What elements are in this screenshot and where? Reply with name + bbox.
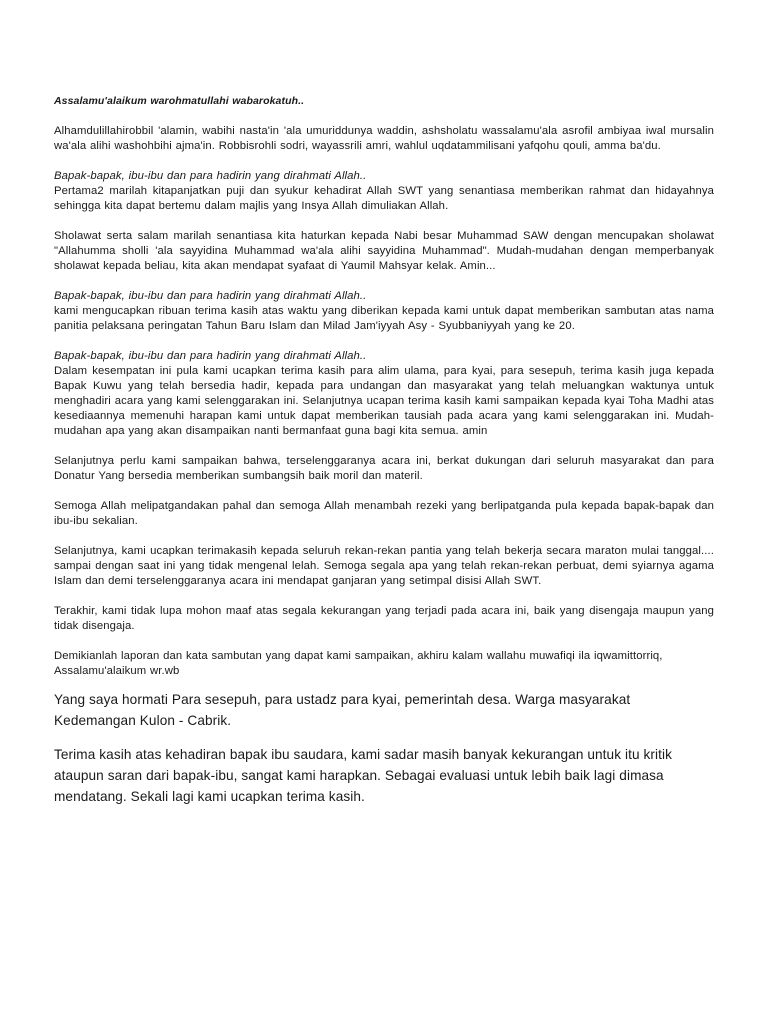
paragraph-thanks-guests: Dalam kesempatan ini pula kami ucapkan terima kasih para alim ulama, para kyai, para sesepuh, terima kasih juga kepada Bapak Kuwu yang telah bersedia hadir, kepada para undangan dan masyarakat yang telah meluangkan waktunya untuk menghadiri acara yang kami selenggarakan ini. Selanjutnya ucapan terima kasih kami sampaikan kepada kyai Toha Madhi atas kesediaannya memenuhi harapan kami untuk dapat memberikan tausiah pada acara yang kami selenggarakan ini. Mudah-mudahan apa yang akan disampaikan nanti bermanfaat guna bagi kita semua. amin — [54, 365, 714, 437]
paragraph-respected: Yang saya hormati Para sesepuh, para ustadz para kyai, pemerintah desa. Warga masyarakat Kedemangan Kulon - Cabrik. — [54, 692, 631, 728]
greeting: Assalamu'alaikum warohmatullahi wabarokatuh.. — [54, 95, 305, 107]
paragraph-prayer: Semoga Allah melipatgandakan pahal dan semoga Allah menambah rezeki yang berlipatganda pula kepada bapak-bapak dan ibu-ibu sekalian. — [54, 500, 714, 527]
paragraph-praise: Pertama2 marilah kitapanjatkan puji dan syukur kehadirat Allah SWT yang senantiasa memberikan rahmat dan hidayahnya sehingga kita dapat bertemu dalam majlis yang Insya Allah dimuliakan Allah. — [54, 185, 714, 212]
speech-body — [54, 94, 714, 679]
paragraph-thanks-time: kami mengucapkan ribuan terima kasih atas waktu yang diberikan kepada kami untuk dapat memberikan sambutan atas nama panitia pelaksana peringatan Tahun Baru Islam dan Milad Jam'iyyah Asy - Syubbaniyyah yang ke 20. — [54, 305, 714, 332]
paragraph-support: Selanjutnya perlu kami sampaikan bahwa, terselenggaranya acara ini, berkat dukungan dari seluruh masyarakat dan para Donatur Yang bersedia memberikan sumbangsih baik moril dan materil. — [54, 455, 714, 482]
paragraph-sholawat: Sholawat serta salam marilah senantiasa kita haturkan kepada Nabi besar Muhammad SAW dengan mencupakan sholawat "Allahumma sholli 'ala sayyidina Muhammad wa'ala alihi sayyidina Muhammad". Mudah-mudahan dengan memperbanyak sholawat kepada beliau, kita akan mendapat syafaat di Yaumil Mahsyar kelak. Amin... — [54, 230, 714, 272]
address-line: Bapak-bapak, ibu-ibu dan para hadirin yang dirahmati Allah.. — [54, 290, 367, 302]
closing-salam: Assalamu'alaikum wr.wb — [54, 665, 180, 677]
paragraph-final-thanks: Terima kasih atas kehadiran bapak ibu saudara, kami sadar masih banyak kekurangan untuk itu kritik ataupun saran dari bapak-ibu, sangat kami harapkan. Sebagai evaluasi untuk lebih baik lagi dimasa mendatang. Sekali lagi kami ucapkan terima kasih. — [54, 747, 673, 804]
address-line: Bapak-bapak, ibu-ibu dan para hadirin yang dirahmati Allah.. — [54, 350, 367, 362]
paragraph-apology: Terakhir, kami tidak lupa mohon maaf atas segala kekurangan yang terjadi pada acara ini, baik yang disengaja maupun yang tidak disengaja. — [54, 605, 714, 632]
additional-remarks — [54, 689, 714, 820]
paragraph-committee: Selanjutnya, kami ucapkan terimakasih kepada seluruh rekan-rekan pantia yang telah bekerja secara maraton mulai tanggal.... sampai dengan saat ini yang tidak mengenal lelah. Semoga segala apa yang telah rekan-rekan perbuat, demi syiarnya agama Islam dan demi terselenggaranya acara ini mendapat ganjaran yang setimpal disisi Allah SWT. — [54, 545, 714, 587]
address-line: Bapak-bapak, ibu-ibu dan para hadirin yang dirahmati Allah.. — [54, 170, 367, 182]
paragraph-closing: Demikianlah laporan dan kata sambutan yang dapat kami sampaikan, akhiru kalam wallahu muwafiqi ila iqwamittorriq, — [54, 650, 663, 662]
opening-paragraph: Alhamdulillahirobbil 'alamin, wabihi nasta'in 'ala umuriddunya waddin, ashsholatu wassalamu'ala asrofil ambiyaa iwal mursalin wa'ala alihi washohbihi ajma'in. Robbisrohli sodri, wayassrili amri, wahlul uqdatammilisani yafqohu qouli, amma ba'du. — [54, 125, 714, 152]
